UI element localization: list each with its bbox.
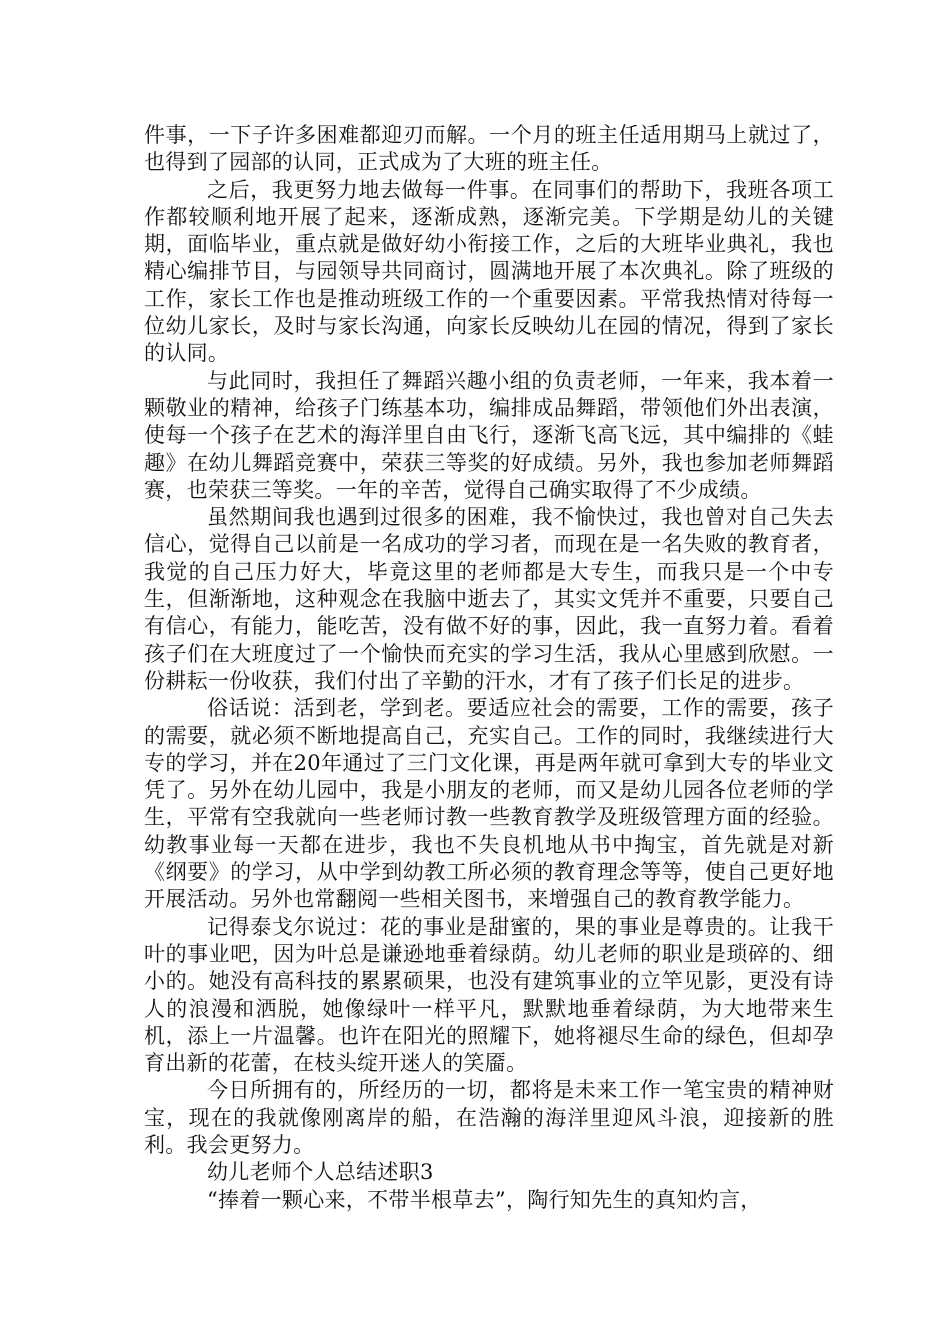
paragraph-learning: 俗话说：活到老，学到老。要适应社会的需要，工作的需要，孩子的需要，就必须不断地提高自己，充实自己。工作的同时，我继续进行大专的学习，并在20年通过了三门文化课，再是两年就可拿到大专的毕业文凭了。另外在幼儿园中，我是小朋友的老师，而又是幼儿园各位老师的学生，平常有空我就向一些老师讨教一些教育教学及班级管理方面的经验。幼教事业每一天都在进步，我也不失良机地从书中掏宝，首先就是对新《纲要》的学习，从中学到幼教工所必须的教育理念等等，使自己更好地开展活动。另外也常翻阅一些相关图书，来增强自己的教育教学能力。 [144, 696, 834, 912]
paragraph-dance-group: 与此同时，我担任了舞蹈兴趣小组的负责老师，一年来，我本着一颗敬业的精神，给孩子门练基本功，编排成品舞蹈，带领他们外出表演，使每一个孩子在艺术的海洋里自由飞行，逐渐飞高飞远，其中编排的《蛙趣》在幼儿舞蹈竞赛中，荣获三等奖的好成绩。另外，我也参加老师舞蹈赛，也荣获三等奖。一年的辛苦，觉得自己确实取得了不少成绩。 [144, 368, 834, 502]
document-body [144, 122, 834, 1214]
section-heading: 幼儿老师个人总结述职3 [207, 1160, 434, 1185]
paragraph-difficulties: 虽然期间我也遇到过很多的困难，我不愉快过，我也曾对自己失去信心，觉得自己以前是一名成功的学习者，而现在是一名失败的教育者，我觉的自己压力好大，毕竟这里的老师都是大专生，而我只是一个中专生，但渐渐地，这种观念在我脑中逝去了，其实文凭并不重要，只要自己有信心，有能力，能吃苦，没有做不好的事，因此，我一直努力着。看着孩子们在大班度过了一个愉快而充实的学习生活，我从心里感到欣慰。一份耕耘一份收获，我们付出了辛勤的汗水，才有了孩子们长足的进步。 [144, 505, 834, 693]
paragraph-tagore-quote: 记得泰戈尔说过：花的事业是甜蜜的，果的事业是尊贵的。让我干叶的事业吧，因为叶总是谦逊地垂着绿荫。幼儿老师的职业是琐碎的、细小的。她没有高科技的累累硕果，也没有建筑事业的立竿见影，更没有诗人的浪漫和洒脱，她像绿叶一样平凡，默默地垂着绿荫，为大地带来生机，添上一片温馨。也许在阳光的照耀下，她将褪尽生命的绿色，但却孕育出新的花蕾，在枝头绽开迷人的笑靥。 [144, 914, 834, 1076]
paragraph-tao-xingzhi-quote: “捧着一颗心来，不带半根草去”，陶行知先生的真知灼言， [207, 1187, 762, 1212]
paragraph-continuation: 件事，一下子许多困难都迎刃而解。一个月的班主任适用期马上就过了，也得到了园部的认同，正式成为了大班的班主任。 [144, 123, 834, 175]
paragraph-class-work: 之后，我更努力地去做每一件事。在同事们的帮助下，我班各项工作都较顺利地开展了起来，逐渐成熟，逐渐完美。下学期是幼儿的关键期，面临毕业，重点就是做好幼小衔接工作，之后的大班毕业典礼，我也精心编排节目，与园领导共同商讨，圆满地开展了本次典礼。除了班级的工作，家长工作也是推动班级工作的一个重要因素。平常我热情对待每一位幼儿家长，及时与家长沟通，向家长反映幼儿在园的情况，得到了家长的认同。 [144, 177, 834, 366]
paragraph-conclusion: 今日所拥有的，所经历的一切，都将是未来工作一笔宝贵的精神财宝，现在的我就像刚离岸的船，在浩瀚的海洋里迎风斗浪，迎接新的胜利。我会更努力。 [144, 1078, 834, 1157]
